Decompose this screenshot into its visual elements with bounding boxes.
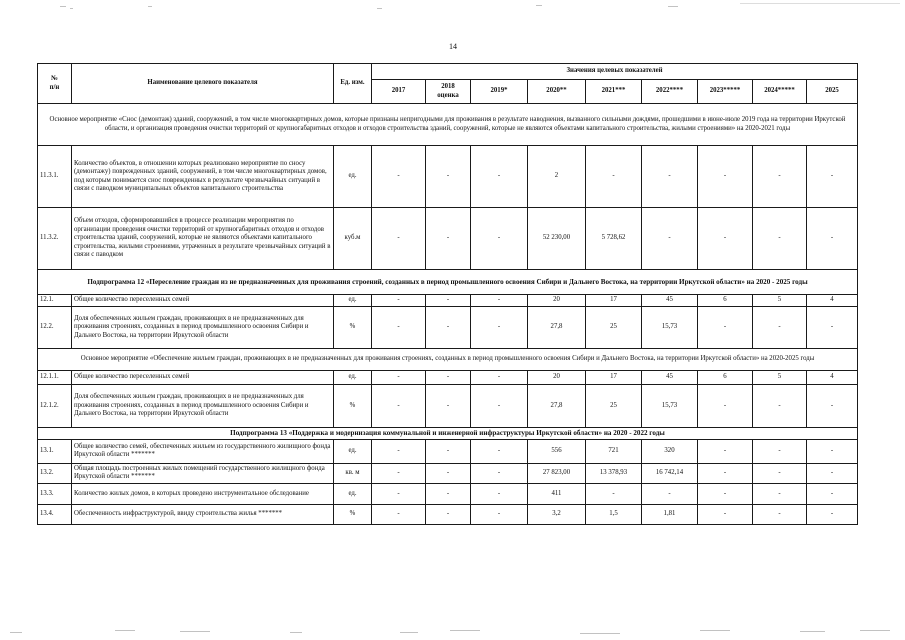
header-year: 2023***** [698,80,753,104]
indicator-name: Объем отходов, сформировавшийся в процессе реализации мероприятия по организации проведения очистки территорий от крупногабаритных отходов и отходов строительства зданий, сооружений, которые не являются объектами капитального строительства, жилыми строениями, утраченных в результате чрезвычайных ситуаций в связи с паводком [72,208,334,270]
value-cell: - [807,504,858,524]
row-number: 12.1.1. [38,371,72,385]
value-cell: 17 [586,295,642,307]
value-cell: 45 [642,371,698,385]
header-year: 2025 [807,80,858,104]
header-year: 2022**** [642,80,698,104]
value-cell: 25 [586,307,642,349]
value-cell: - [471,295,528,307]
value-cell: - [807,146,858,208]
value-cell: 15,73 [642,307,698,349]
value-cell: 2 [528,146,586,208]
scan-artifact [668,6,678,7]
header-indicator-name: Наименование целевого показателя [72,64,334,104]
value-cell: - [698,504,753,524]
value-cell: 6 [698,295,753,307]
scan-artifact [536,5,542,6]
indicator-row [38,385,858,428]
value-cell: - [426,463,471,483]
subprogram-heading-row [38,428,858,440]
unit-of-measure: % [334,385,372,428]
subprogram-heading: Подпрограмма 12 «Переселение граждан из не предназначенных для проживания строений, созданных в период промышленного освоения Сибири и Дальнего Востока, на территории Иркутской области» на 2020 - 2025 годы [38,270,858,295]
unit-of-measure: % [334,307,372,349]
value-cell: - [698,483,753,504]
value-cell: 13 378,93 [586,463,642,483]
value-cell: 320 [642,439,698,463]
value-cell: - [426,439,471,463]
scan-artifact [450,630,480,631]
measure-heading-row [38,349,858,371]
value-cell: - [471,439,528,463]
unit-of-measure: ед. [334,295,372,307]
value-cell: 27 823,00 [528,463,586,483]
scan-artifact [700,630,730,631]
value-cell: - [642,483,698,504]
value-cell: 27,8 [528,385,586,428]
header-year-note: оценка [437,91,459,99]
value-cell: - [586,146,642,208]
value-cell: - [753,307,807,349]
value-cell: - [753,504,807,524]
value-cell: 16 742,14 [642,463,698,483]
value-cell: - [426,307,471,349]
measure-heading: Основное мероприятие «Снос (демонтаж) зданий, сооружений, в том числе многоквартирных домов, которые признаны непригодными для проживания в результате наводнения, вызванного сильными дождями, прошедшими в июне-июле 2019 года на территории Иркутской области, и организация проведения очистки территорий от крупногабаритных отходов и отходов строительства зданий, сооружений, которые не являются объектами капитального строительства, жилыми строениями» на 2020-2021 годы [38,104,858,146]
header-year: 2024***** [753,80,807,104]
value-cell: - [807,307,858,349]
row-number: 11.3.2. [38,208,72,270]
indicator-name: Доля обеспеченных жильем граждан, проживающих в не предназначенных для проживания строениях, созданных в период промышленного освоения Сибири и Дальнего Востока, на территории Иркутской области [72,385,334,428]
header-year-label: 2018 [441,83,455,91]
scan-artifact [740,3,900,4]
value-cell: - [698,385,753,428]
value-cell: 20 [528,371,586,385]
unit-of-measure: кв. м [334,463,372,483]
indicator-row [38,439,858,463]
value-cell: 1,5 [586,504,642,524]
indicator-name: Общее количество семей, обеспеченных жильем из государственного жилищного фонда Иркутской области ******* [72,439,334,463]
value-cell: - [471,385,528,428]
page-number: 14 [449,42,457,51]
value-cell: - [753,439,807,463]
row-number: 11.3.1. [38,146,72,208]
value-cell: - [698,146,753,208]
value-cell: - [642,208,698,270]
header-row-top [38,64,858,80]
header-year: 2019* [471,80,528,104]
indicator-row [38,371,858,385]
row-number: 12.1. [38,295,72,307]
unit-of-measure: % [334,504,372,524]
value-cell: - [753,208,807,270]
header-number-sign: № [51,75,58,83]
indicator-name: Количество жилых домов, в которых проведено инструментальное обследование [72,483,334,504]
scan-artifact [148,6,152,7]
value-cell: - [426,385,471,428]
indicator-name: Общее количество переселенных семей [72,295,334,307]
value-cell: - [807,208,858,270]
value-cell: - [471,371,528,385]
header-year: 2017 [372,80,426,104]
value-cell: 1,81 [642,504,698,524]
indicator-row [38,208,858,270]
measure-heading: Основное мероприятие «Обеспечение жильем граждан, проживающих в не предназначенных для проживания строениях, созданных в период промышленного освоения Сибири и Дальнего Востока, на территории Иркутской области» на 2020-2025 годы [38,349,858,371]
header-year [426,80,471,104]
header-year: 2020** [528,80,586,104]
value-cell: - [426,208,471,270]
row-number: 13.3. [38,483,72,504]
unit-of-measure: куб.м [334,208,372,270]
indicator-name: Общая площадь построенных жилых помещений государственного жилищного фонда Иркутской области ******* [72,463,334,483]
value-cell: - [642,146,698,208]
indicator-row [38,295,858,307]
scan-artifact [377,8,382,9]
value-cell: 15,73 [642,385,698,428]
header-values-group: Значения целевых показателей [372,64,858,80]
indicator-row [38,504,858,524]
value-cell: - [426,146,471,208]
value-cell: - [372,371,426,385]
value-cell: - [372,439,426,463]
value-cell: - [372,146,426,208]
target-indicators-table [37,63,858,525]
value-cell: - [698,307,753,349]
header-number-abbr: п/н [49,83,60,91]
scan-artifact [180,631,210,632]
value-cell: - [698,439,753,463]
value-cell: - [372,504,426,524]
value-cell: - [426,504,471,524]
table-header [38,64,858,104]
indicator-name: Обеспеченность инфраструктурой, ввиду строительства жилья ******* [72,504,334,524]
indicator-row [38,307,858,349]
value-cell: - [807,463,858,483]
row-number: 12.2. [38,307,72,349]
value-cell: - [471,208,528,270]
value-cell: - [586,483,642,504]
scan-artifact [10,632,22,633]
value-cell: - [471,146,528,208]
value-cell: - [372,208,426,270]
value-cell: - [698,208,753,270]
value-cell: 721 [586,439,642,463]
value-cell: - [372,483,426,504]
value-cell: 27,8 [528,307,586,349]
value-cell: - [426,295,471,307]
row-number: 13.2. [38,463,72,483]
value-cell: - [807,483,858,504]
scan-artifact [400,632,418,633]
value-cell: 20 [528,295,586,307]
table-body [38,104,858,525]
value-cell: - [753,463,807,483]
header-year: 2021*** [586,80,642,104]
row-number: 12.1.2. [38,385,72,428]
value-cell: 5 [753,371,807,385]
value-cell: 6 [698,371,753,385]
value-cell: 45 [642,295,698,307]
value-cell: - [471,504,528,524]
scan-artifact [580,633,620,634]
unit-of-measure: ед. [334,146,372,208]
header-unit: Ед. изм. [334,64,372,104]
subprogram-heading: Подпрограмма 13 «Поддержка и модернизация коммунальной и инженерной инфраструктуры Иркутской области» на 2020 - 2022 годы [38,428,858,440]
value-cell: - [372,385,426,428]
scan-artifact [860,630,890,631]
value-cell: - [471,463,528,483]
value-cell: 5 728,62 [586,208,642,270]
scan-artifact [290,632,302,633]
indicator-row [38,483,858,504]
indicator-row [38,146,858,208]
value-cell: - [426,371,471,385]
indicator-name: Общее количество переселенных семей [72,371,334,385]
value-cell: - [807,439,858,463]
value-cell: 4 [807,371,858,385]
header-number [38,64,72,104]
value-cell: - [426,483,471,504]
row-number: 13.4. [38,504,72,524]
value-cell: - [807,385,858,428]
subprogram-heading-row [38,270,858,295]
value-cell: - [698,463,753,483]
value-cell: - [753,483,807,504]
indicator-name: Доля обеспеченных жильем граждан, проживающих в не предназначенных для проживания строениях, созданных в период промышленного освоения Сибири и Дальнего Востока, на территории Иркутской области [72,307,334,349]
indicator-name: Количество объектов, в отношении которых реализовано мероприятие по сносу (демонтажу) поврежденных зданий, сооружений, в том числе многоквартирных домов, под которым понимается снос поврежденных в результате чрезвычайных ситуаций в связи с паводком муниципальных объектов капитального строительства [72,146,334,208]
value-cell: - [372,463,426,483]
value-cell: 3,2 [528,504,586,524]
unit-of-measure: ед. [334,371,372,385]
value-cell: 25 [586,385,642,428]
value-cell: - [753,385,807,428]
value-cell: 17 [586,371,642,385]
value-cell: 4 [807,295,858,307]
value-cell: 5 [753,295,807,307]
unit-of-measure: ед. [334,439,372,463]
value-cell: 556 [528,439,586,463]
value-cell: 52 230,00 [528,208,586,270]
scan-artifact [115,630,135,631]
unit-of-measure: ед. [334,483,372,504]
measure-heading-row [38,104,858,146]
value-cell: 411 [528,483,586,504]
scan-artifact [70,8,73,9]
value-cell: - [372,307,426,349]
scan-artifact [60,6,66,7]
value-cell: - [471,483,528,504]
scan-artifact [800,631,825,632]
value-cell: - [753,146,807,208]
indicator-row [38,463,858,483]
value-cell: - [471,307,528,349]
value-cell: - [372,295,426,307]
row-number: 13.1. [38,439,72,463]
